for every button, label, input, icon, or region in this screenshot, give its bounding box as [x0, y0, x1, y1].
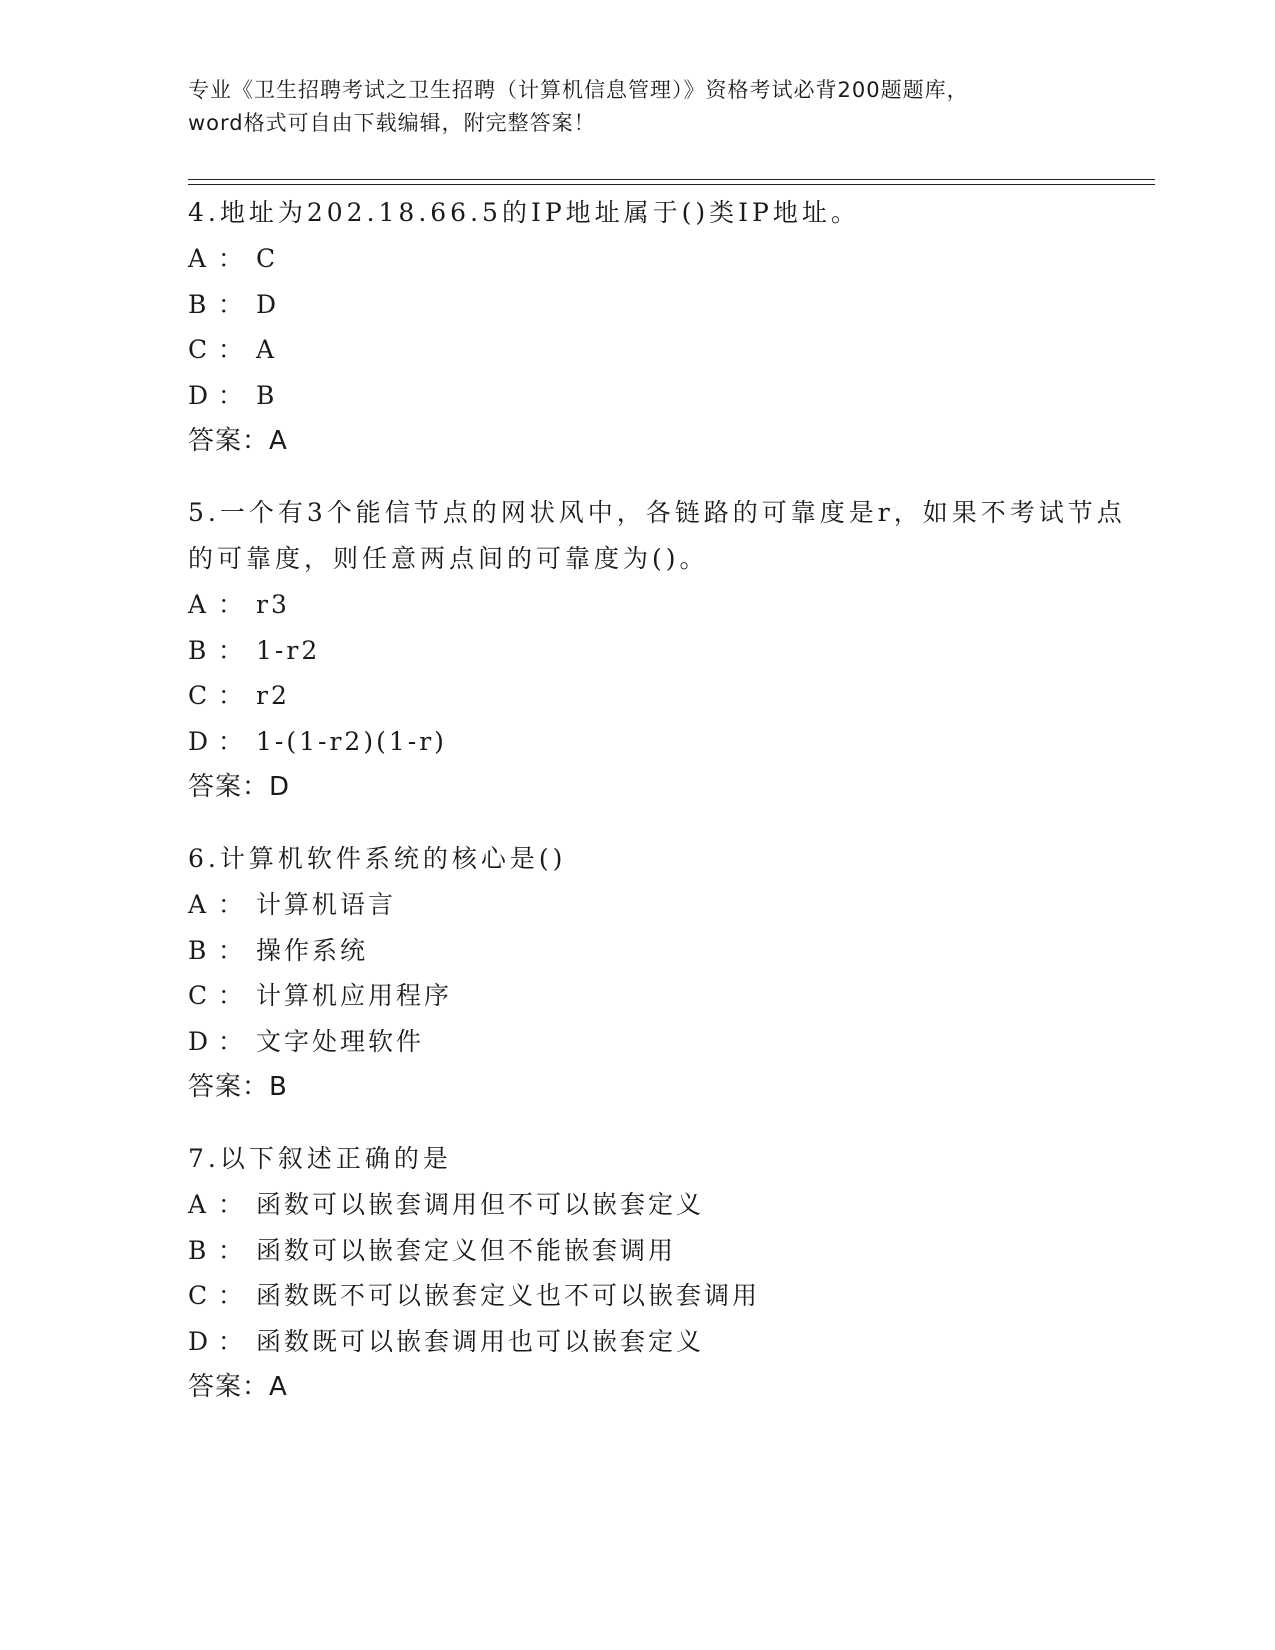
option-separator: ： [218, 1281, 247, 1310]
option-key: C [188, 1281, 211, 1310]
question-block [188, 490, 1148, 810]
option-text: 函数可以嵌套调用但不可以嵌套定义 [256, 1190, 705, 1219]
question-block [188, 1136, 1148, 1410]
option-text: 函数既不可以嵌套定义也不可以嵌套调用 [256, 1281, 761, 1310]
option-text: 文字处理软件 [256, 1026, 425, 1056]
option-separator: ： [218, 1326, 247, 1356]
question-text: 5.一个有3个能信节点的网状风中，各链路的可靠度是r，如果不考试节点的可靠度，则任意两点间的可靠度为()。 [188, 498, 1126, 573]
answer-option [188, 928, 1148, 974]
answer-key: 答案：D [188, 772, 291, 802]
answer-option [188, 628, 1148, 674]
option-key: D [188, 380, 212, 410]
header-divider-bottom [188, 184, 1155, 185]
option-separator: ： [218, 335, 247, 364]
option-separator: ： [218, 890, 247, 919]
option-text: A [256, 335, 278, 364]
option-key: A [188, 890, 210, 919]
answer-option [188, 1228, 1148, 1274]
answer-option [188, 719, 1148, 765]
header-divider-top [188, 179, 1155, 180]
option-key: D [188, 1026, 212, 1056]
option-text: 操作系统 [256, 935, 369, 965]
question-list [188, 190, 1148, 1436]
option-separator: ： [218, 244, 247, 273]
answer-option [188, 673, 1148, 719]
option-separator: ： [218, 1190, 247, 1219]
option-separator: ： [218, 380, 247, 410]
answer-option [188, 582, 1148, 628]
option-separator: ： [218, 635, 247, 665]
option-text: D [256, 289, 280, 319]
option-separator: ： [218, 590, 247, 619]
option-key: C [188, 681, 211, 710]
option-key: B [188, 635, 210, 665]
option-key: B [188, 935, 210, 965]
answer-key: 答案：A [188, 426, 288, 456]
option-key: C [188, 335, 211, 364]
answer-key: 答案：A [188, 1372, 288, 1402]
option-separator: ： [218, 1235, 247, 1265]
option-key: A [188, 590, 210, 619]
option-text: 计算机语言 [256, 890, 397, 919]
option-text: 函数可以嵌套定义但不能嵌套调用 [256, 1235, 677, 1265]
document-header [188, 74, 1088, 140]
answer-option [188, 373, 1148, 419]
header-line-1: 专业《卫生招聘考试之卫生招聘（计算机信息管理）》资格考试必背200题题库， [188, 78, 969, 102]
answer-key: 答案：B [188, 1072, 288, 1102]
answer-option [188, 1019, 1148, 1065]
option-key: B [188, 1235, 210, 1265]
header-line-2: word格式可自由下载编辑，附完整答案！ [188, 111, 596, 135]
option-text: r3 [256, 590, 290, 619]
option-text: 函数既可以嵌套调用也可以嵌套定义 [256, 1326, 705, 1356]
answer-option [188, 282, 1148, 328]
option-key: D [188, 1326, 212, 1356]
option-separator: ： [218, 726, 247, 756]
option-key: A [188, 1190, 210, 1219]
option-text: B [256, 380, 278, 410]
option-separator: ： [218, 1026, 247, 1056]
option-text: C [256, 244, 279, 273]
option-text: 1-(1-r2)(1-r) [256, 726, 447, 756]
answer-option [188, 973, 1148, 1019]
question-block [188, 836, 1148, 1110]
answer-option [188, 1182, 1148, 1228]
option-separator: ： [218, 935, 247, 965]
option-key: D [188, 726, 212, 756]
answer-option [188, 327, 1148, 373]
option-text: 计算机应用程序 [256, 981, 453, 1010]
question-text: 6.计算机软件系统的核心是() [188, 844, 567, 873]
question-text: 7.以下叙述正确的是 [188, 1144, 452, 1173]
option-text: r2 [256, 681, 290, 710]
option-key: B [188, 289, 210, 319]
option-text: 1-r2 [256, 635, 321, 665]
option-separator: ： [218, 681, 247, 710]
option-key: A [188, 244, 210, 273]
option-separator: ： [218, 289, 247, 319]
answer-option [188, 1319, 1148, 1365]
answer-option [188, 1273, 1148, 1319]
question-text: 4.地址为202.18.66.5的IP地址属于()类IP地址。 [188, 198, 860, 227]
option-key: C [188, 981, 211, 1010]
question-block [188, 190, 1148, 464]
option-separator: ： [218, 981, 247, 1010]
answer-option [188, 236, 1148, 282]
answer-option [188, 882, 1148, 928]
